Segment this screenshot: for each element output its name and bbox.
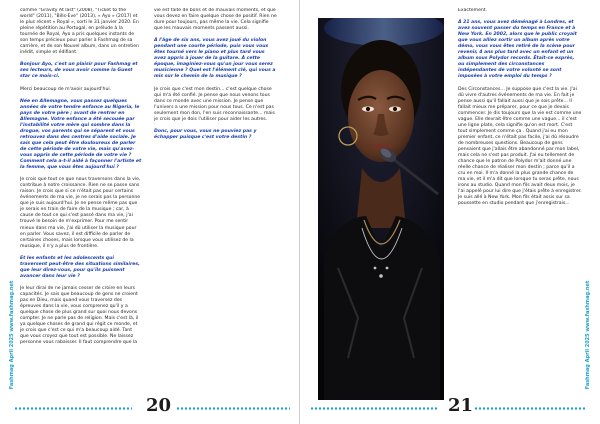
interview-paragraph: Exactement. [458, 8, 488, 13]
running-head-right-text: Fashmag April 2025 www.fashmag.net [585, 280, 591, 390]
interview-question: Donc, pour vous, vous ne pouviez pas y échapper puisque c'est votre destin ? [154, 128, 257, 140]
article-column-1 [20, 8, 142, 404]
page-footer-right [310, 395, 586, 416]
interview-paragraph: Merci beaucoup de m'avoir aujourd'hui. [20, 86, 112, 92]
page-number-right: 21 [448, 395, 474, 416]
page-number-left: 20 [146, 395, 172, 416]
page-right [300, 0, 600, 424]
running-head-right [582, 0, 594, 400]
interview-paragraph: Je crois que c'est mon destin... c'est quelque chose qui m'a été confié. Je pense que nous venons tous dans ce monde avec une mission. Je pense que l'univers a une mission pour nous tous. Ce n'est pas seulement mon don, l'en suis reconnaissante... mais je crois que je dois l'utiliser pour aider les autres. [154, 86, 275, 122]
interview-question: Bonjour Ayo, c'est un plaisir pour Fashmag et ses lecteurs, de vous avoir comme la Guest star ce mois-ci. [20, 62, 138, 80]
running-head-left [6, 0, 18, 400]
photo-singer-with-microphone [318, 18, 444, 400]
interview-question: Née en Allemagne, vous passez quelques années de votre tendre enfance au Nigeria, le pays de votre père ; avant de rentrer en Allemagne. Votre enfance a été secouée par l'instabilité votre mère qui sombre dans la drogue, vos parents qui se séparent et vous retrouvez dans des centres d'aide sociale. Je sais que cela peut être douloureux de parler de cette période de votre vie, mais qu'avez-vous appris de cette période de votre vie ? Comment cela a-t-il aidé à façonner l'artiste et la femme, que vous êtes aujourd'hui ? [20, 98, 142, 171]
page-footer-left [14, 395, 290, 416]
dotted-rule-left-b [176, 407, 290, 410]
dotted-rule-left-a [14, 407, 132, 410]
interview-question: À l'âge de six ans, vous avez joué du violon pendant une courte période, puis vous vous êtes tourné vers le piano et plus tard vous avez appris à jouer de la guitare. À cette époque, imaginiez-vous qu'un jour vous serez musicienne ? Quel est l'élément clé, qui vous a mis sur le chemin de la musique ? [154, 38, 276, 80]
article-column-2 [154, 8, 278, 404]
interview-paragraph: Je leur dirai de ne jamais cesser de croire en leurs capacités. Je sais que beaucoup de gens ne croient pas en Dieu, mais quand vous traversez des épreuves dans la vie, vous comprenez qu'il y a quelque chose de plus grand sur quoi nous devons compter. Je ne parle pas de religion. Mais c'est là, il ya quelque choses de grand qui régit ce monde, et je crois que c'est ce qui m'a beaucoup aidé. Tant que vous croyez que tout est possible. Ne laissez personne vous rabaisser. Il faut comprendre que la [20, 285, 139, 346]
portrait-photo [318, 18, 444, 400]
interview-question: Et les enfants et les adolescents qui traversent peut-être des situations similaires, que leur direz-vous, pour qu'ils puissent avancer dans leur vie ? [20, 255, 140, 279]
interview-paragraph: comme "Gravity At last" (2008), "Ticket to the world" (2011), "Bills-Eve" (2013), « Ayo » (2017) et le plus récent « Royal », sorti le 31 janvier 2020. En pleine répétition au Portugal, en prélude à la tournée de Royal, Ayo a pris quelques instants de son temps précieux pour parler à Fashmag de sa carrière, et de son Nouvel album, dans un entretien inédit, simple et édifiant. [20, 8, 140, 56]
running-head-left-text: Fashmag April 2025 www.fashmag.net [9, 280, 15, 390]
dotted-rule-right-a [310, 407, 438, 410]
interview-paragraph: vie est faite de bons et de mauvais moments, et que vous devez en faire quelque chose de positif. Rien ne dure pour toujours, pas même la vie. Cela signifie que les mauvais moments passent aussi. [154, 8, 277, 32]
interview-paragraph: Des Circonstances... Je suppose que c'est la vie. J'ai dû vivre d'autres événements de ma vie. En fait je pense aussi qu'il fallait aussi que je sois prête... Il fallait mieux me préparer, pour ce que je devais commencer. Je dis toujours que la vie est comme une vague. Elle devrait être comme une vague... il c'est une ligne plate, cela signifie qu'on est mort. C'est tout simplement comme ça . Quand j'ai eu mon premier enfant, ce n'était pas facile, j'ai dû résoudre de nombreuses questions. Beaucoup de gens pensaient que j'allais être abandonné par mon label, mais cela ne s'est pas produit. J'ai eu tellement de chance que le patron de Polydor m'ait donné une réelle chance de réaliser mon destin ; parce qu'il a cru en moi. Il m'a donné la plus grande chance de ma vie, et il m'a dit que lorsque tu seras prête, nous irons au studio. Quand mon fils avait deux mois, je l'ai appelé pour lui dire que j'étais prête à enregistrer. Je suis allé à New York. Mon fils était assis sur sa poussette en studio pendant que j'enregistrais... [458, 86, 582, 207]
dotted-rule-right-b [474, 407, 586, 410]
interview-question: À 21 ans, vous avez déménagé à Londres, et avez souvent passer du temps en France et à New York. En 2002, alors que le public croyait que vous alliez sortir un album après votre démo, vous vous êtes retiré de la scène pour revenir, 4 ans plus tard avec un enfant et un album sous Polydor records. Était-ce exprès, ou simplement des circonstances indépendantes de votre volonté se sont imposées à votre emploi du temps ? [458, 20, 577, 80]
article-column-3 [458, 8, 582, 398]
interview-paragraph: Je crois que tout ce que nous traversons dans la vie, contribue à notre croissance. Rien ne se passe sans raison. Je crois que si ce n'était pas pour certains événements de ma vie, je ne serais pas la personne que je suis aujourd'hui. Je ne pense même pas que je serais en train de faire de la musique ; car, à cause de tout ce qui s'est passé dans ma vie, j'ai trouvé le besoin de m'exprimer. Pour me sentir mieux dans ma vie, j'ai dû utiliser la musique pour en parler. Vous savez, il est difficile de parler de certaines choses, mais lorsque vous utilisez de la musique, il n'y a plus de frontière. [20, 177, 141, 249]
